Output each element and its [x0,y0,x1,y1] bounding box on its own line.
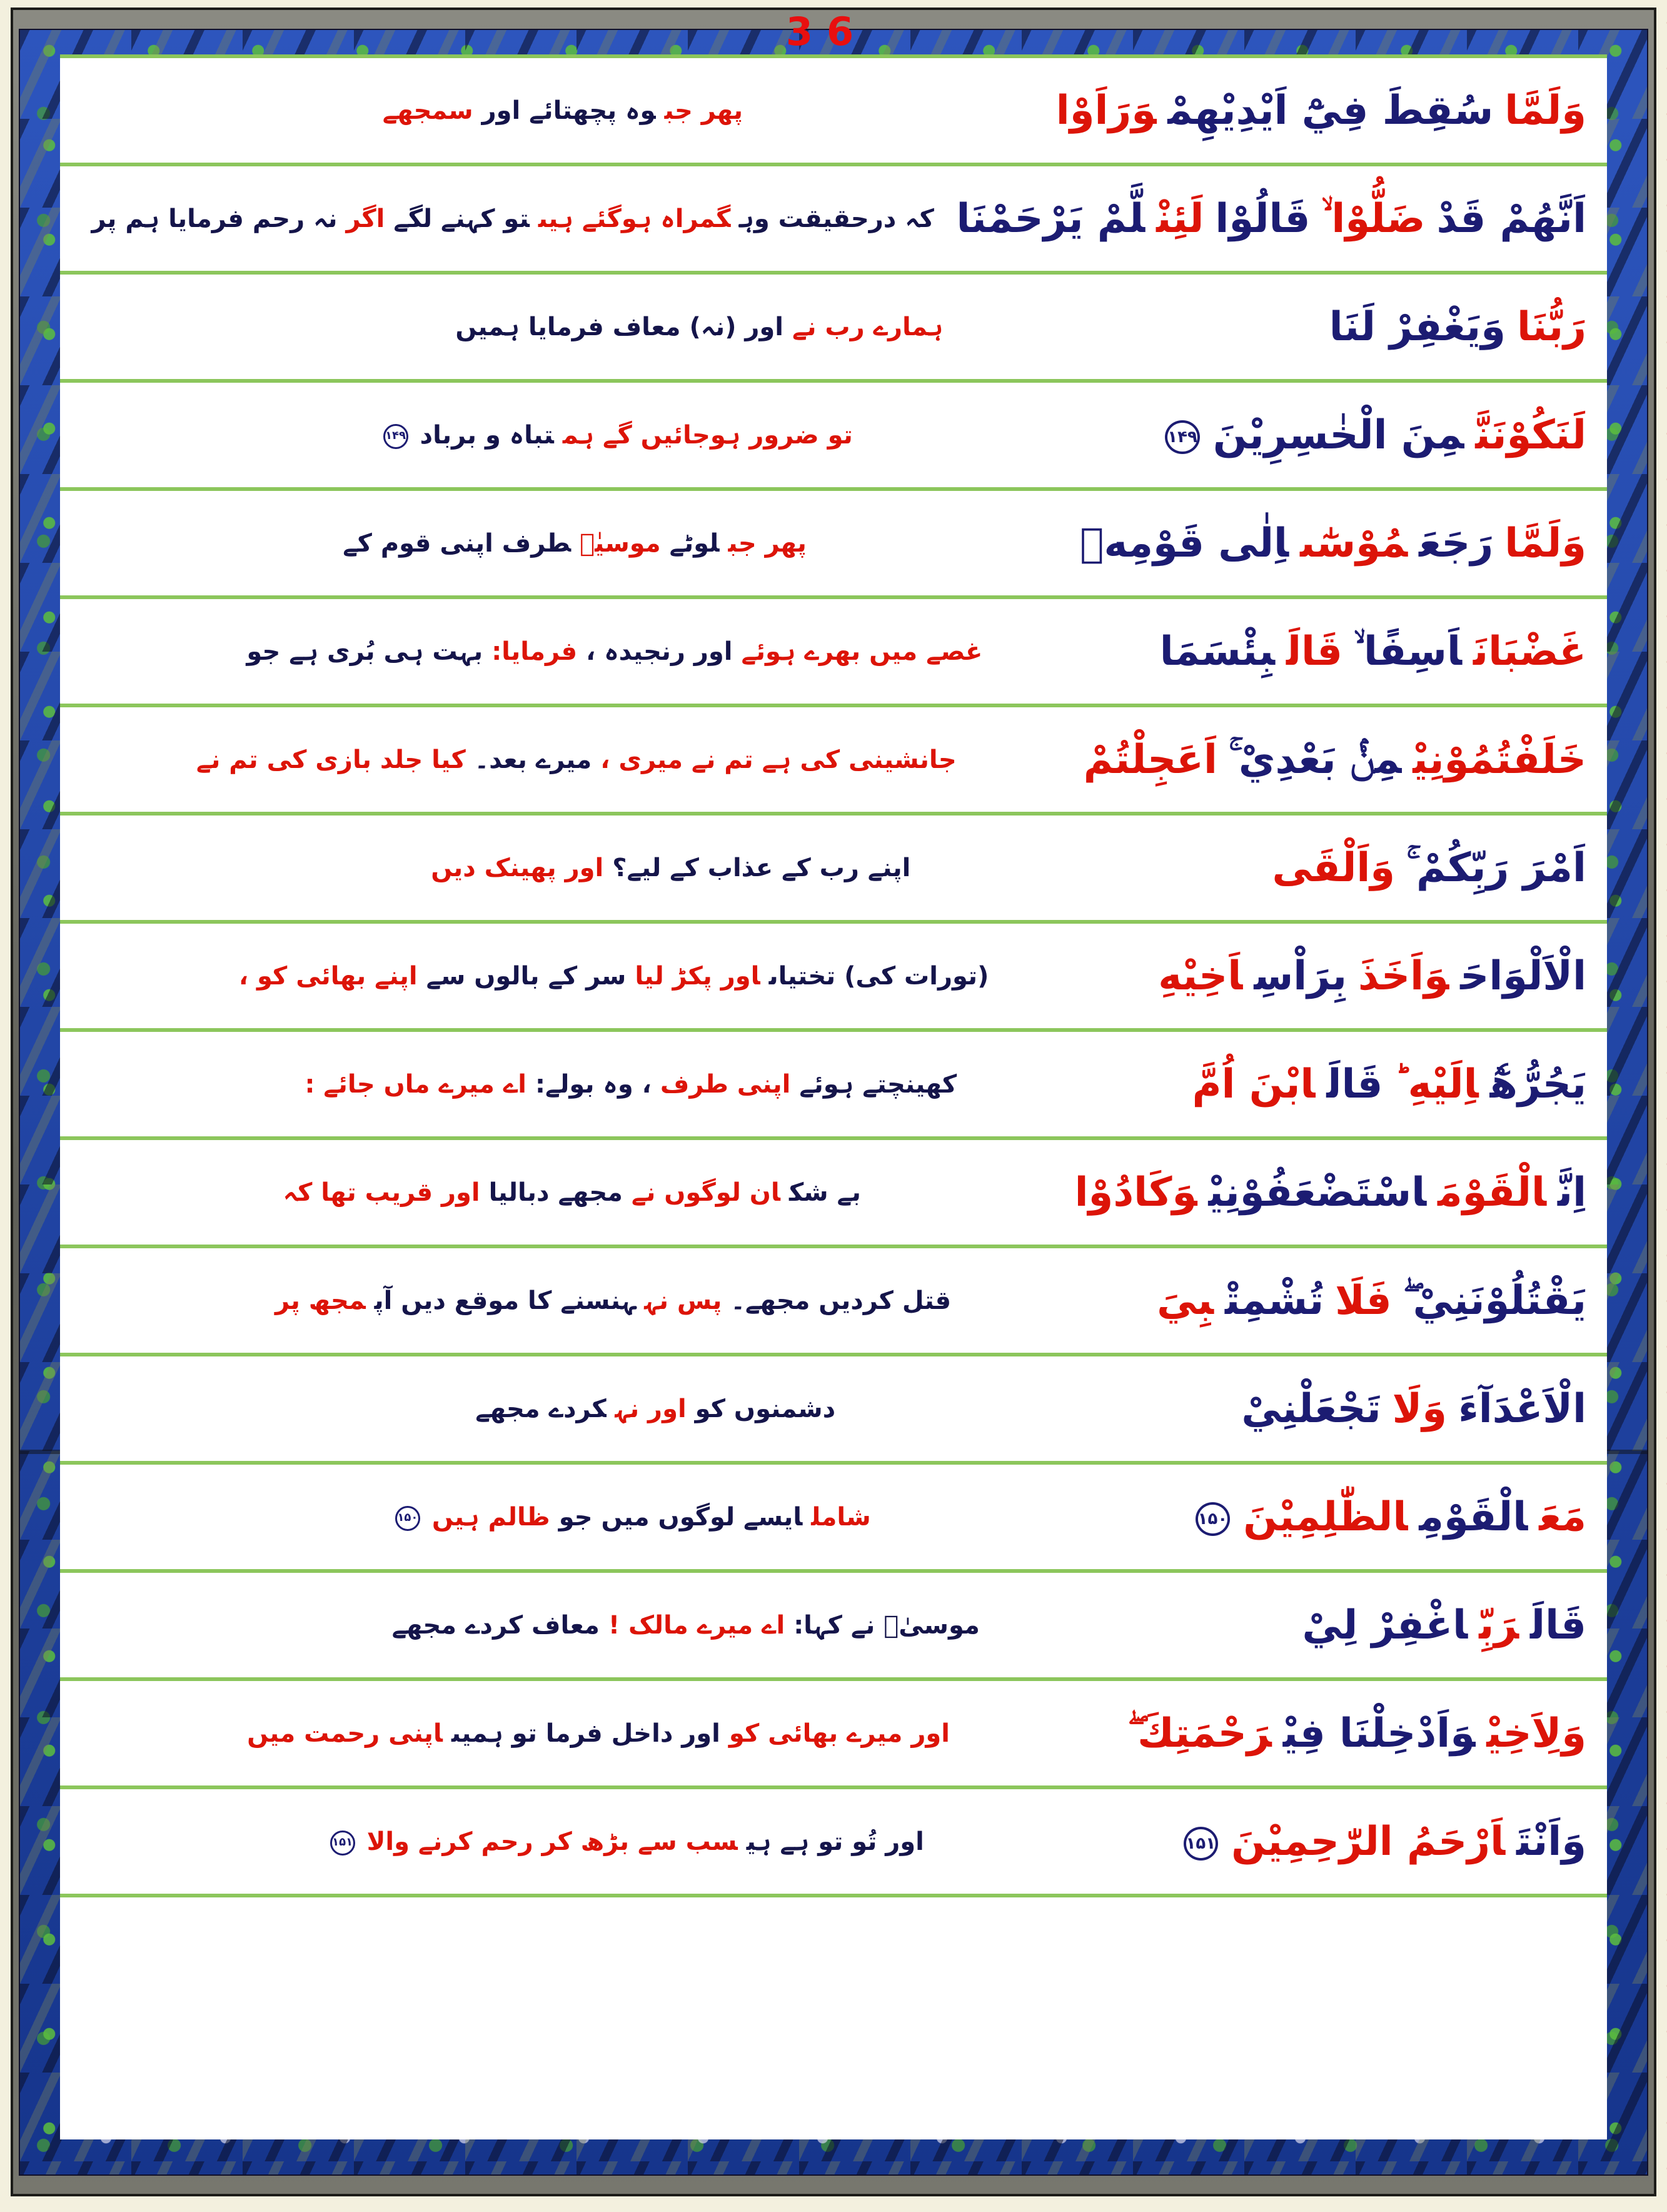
text-segment: تو ضرور ہوجائیں گے ہم [562,420,853,450]
text-segment: بہت ہی بُری ہے جو [246,637,483,666]
arabic-verse-text [1297,1602,1593,1649]
verse-row [60,58,1607,166]
verse-number-badge: ۱۴۹ [1165,420,1200,454]
text-segment: معاف کردے مجھے [391,1610,600,1640]
text-segment: لَّمْ يَرْحَمْنَا [956,195,1146,242]
rows-container [60,58,1607,1897]
arabic-verse-text [1122,1710,1592,1757]
verse-row [60,924,1607,1032]
text-segment: ضَلُّوْا ۙ [1321,195,1426,242]
arabic-verse-text [1078,736,1592,783]
text-segment: پھر جب [728,528,807,558]
text-segment: اور نہ [615,1394,687,1423]
arabic-verse-text [1324,303,1592,350]
text-segment: کہ درحقیقت وہ [739,204,934,233]
text-segment: الظّٰلِمِيْنَ [1243,1493,1408,1540]
verse-row [60,1140,1607,1248]
urdu-translation-text [75,1287,1151,1315]
arabic-verse-text [1074,520,1592,567]
verse-row [60,1573,1607,1681]
urdu-translation-text [75,746,1078,774]
text-segment: جانشینی کی ہے تم نے میری ، [600,745,957,774]
arabic-verse-text [1267,844,1593,891]
text-segment: اپنی رحمت میں [247,1719,443,1748]
urdu-translation-text [75,854,1267,882]
text-segment: وَكَادُوْا [1074,1169,1197,1216]
text-segment: وَاَلْقَى [1272,844,1396,891]
text-segment: وَاَدْخِلْنَا فِيْ [1282,1710,1476,1757]
urdu-translation-text [75,530,1074,557]
arabic-verse-text [1154,628,1592,675]
text-segment: وَلَا [1392,1385,1448,1432]
urdu-translation-text [75,313,1324,341]
text-segment: موسیٰؑ نے کہا: [793,1610,980,1640]
urdu-translation-text [75,205,950,233]
verse-row [60,1356,1607,1465]
text-segment: وَيَغْفِرْ لَنَا [1329,303,1506,350]
text-segment: وَاَنْتَ [1516,1818,1586,1865]
verse-row [60,275,1607,383]
text-segment: اَخِيْهِ [1158,952,1243,999]
verse-row [60,1248,1607,1356]
text-segment: وہ پچھتائے اور [481,96,656,125]
text-segment: اور تُو تو ہے ہی [746,1827,924,1856]
text-segment: وَلَمَّا [1504,87,1586,134]
text-segment: قَالَ [1286,628,1342,675]
text-segment: طرف اپنی قوم کے [343,528,572,558]
verse-row [60,816,1607,924]
urdu-translation-text [75,1503,1188,1531]
text-segment: اِلَيْهِ ؕ [1394,1061,1479,1108]
verse-row [60,1789,1607,1897]
text-segment: اِنَّ [1558,1169,1586,1216]
urdu-translation-text [75,1179,1069,1206]
text-segment: وَرَاَوْا [1055,87,1157,134]
text-segment: فرمایا: [491,637,578,666]
text-segment: تُشْمِتْ [1224,1277,1324,1324]
text-segment: اور داخل فرما تو ہمیں [451,1719,720,1748]
text-segment: اَنَّهُمْ قَدْ [1436,195,1586,242]
text-segment: قَالَ [1530,1602,1586,1649]
border-tile-seam-left [19,1450,60,1454]
text-segment: گمراہ ہوگئے ہیں [538,204,731,233]
verse-number-badge: ۱۵۰ [395,1506,420,1531]
text-segment: ظالم ہیں [431,1502,550,1532]
text-segment: مجھے دبالیا [488,1178,623,1207]
text-segment: سُقِطَ فِيْٓ اَيْدِيْهِمْ [1167,87,1494,134]
text-segment: کردے مجھے [475,1394,607,1423]
text-segment: بِيَ [1157,1277,1214,1324]
text-segment: اَرْحَمُ الرّٰحِمِيْنَ [1231,1818,1506,1865]
text-segment: رَجَعَ [1419,520,1494,567]
verse-number-badge: ۱۵۱ [330,1831,355,1856]
text-segment: اور رنجیدہ ، [586,637,733,666]
text-segment: میرے بعد۔ [474,745,592,774]
text-segment: نہ رحم فرمایا ہم پر [91,204,338,233]
text-segment: مَعَ [1539,1493,1586,1540]
urdu-translation-text [75,1828,1176,1856]
text-segment: سر کے بالوں سے [426,961,627,991]
text-segment: دشمنوں کو [695,1394,836,1423]
text-segment: تو کہنے لگے [393,204,530,233]
text-segment: غصے میں بھرے ہوئے [741,637,983,666]
verse-number-badge: ۱۵۱ [1184,1827,1219,1861]
text-segment: يَجُرُّهٗٓ [1489,1061,1586,1108]
text-segment: لَنَكُوْنَنَّ [1475,412,1586,458]
text-segment: ، وہ بولے: [535,1069,652,1099]
verse-row [60,599,1607,707]
text-segment: لوٹے [669,528,720,558]
verse-row [60,1681,1607,1789]
text-segment: قَالُوْا [1215,195,1311,242]
text-segment: ہنسنے کا موقع دیں آپ [374,1286,636,1315]
text-segment: اَسِفًا ۙ [1353,628,1463,675]
urdu-translation-text [75,1720,1122,1747]
arabic-verse-text [1050,87,1592,134]
text-segment: بِئْسَمَا [1159,628,1275,675]
bottom-whitespace [60,1897,1607,2139]
arabic-verse-text [1188,1493,1592,1540]
page-number: 36 [785,9,868,54]
text-segment: يَقْتُلُوْنَنِيْ ۖ [1403,1277,1586,1324]
text-segment: اگر [346,204,385,233]
verse-row [60,491,1607,599]
text-segment: کیا جلد بازی کی تم نے [196,745,466,774]
text-segment: اپنی طرف [660,1069,791,1099]
text-segment: قَالَ [1326,1061,1383,1108]
text-segment: ابْنَ اُمَّ [1192,1061,1316,1108]
text-segment: ہمارے رب نے [792,312,944,341]
text-segment: فَلَا [1335,1277,1392,1324]
text-segment: الْاَلْوَاحَ [1460,952,1586,999]
text-segment: مجھ پر [274,1286,366,1315]
arabic-verse-text [1157,412,1592,458]
border-tile-seam-right [1607,1450,1648,1454]
arabic-verse-text [1069,1169,1592,1216]
text-segment: اغْفِرْ لِيْ [1302,1602,1468,1649]
page-content [60,54,1607,2139]
text-segment: لَئِنْ [1156,195,1204,242]
urdu-translation-text [75,1395,1236,1423]
text-segment: پس نہ [644,1286,722,1315]
urdu-translation-text [75,962,1152,990]
text-segment: سمجھے [382,96,473,125]
text-segment: مُوْسٰٓى [1300,520,1408,567]
text-segment: (تورات کی) تختیاں [768,961,989,991]
text-segment: تباہ و برباد [420,420,554,450]
text-segment: قتل کردیں مجھے۔ [730,1286,952,1315]
arabic-verse-text [1152,952,1592,999]
text-segment: سب سے بڑھ کر رحم کرنے والا [366,1827,738,1856]
text-segment: رَحْمَتِكَ ۖ [1127,1710,1272,1757]
text-segment: اور پکڑ لیا [635,961,760,991]
text-segment: اَعَجِلْتُمْ [1083,736,1217,783]
urdu-translation-text [75,638,1154,665]
text-segment: اور میرے بھائی کو [728,1719,950,1748]
text-segment: رَبُّنَا [1516,303,1586,350]
verse-row [60,707,1607,816]
text-segment: پھر جب [664,96,743,125]
text-segment: اور (نہ) معاف فرمایا ہمیں [455,312,784,341]
text-segment: اسْتَضْعَفُوْنِيْ [1208,1169,1427,1216]
arabic-verse-text [1187,1061,1592,1108]
text-segment: الْقَوْمِ [1419,1493,1528,1540]
text-segment: اپنے بھائی کو ، [238,961,418,991]
urdu-translation-text [75,1612,1297,1639]
text-segment: ایسے لوگوں میں جو [558,1502,803,1532]
verse-row [60,1032,1607,1140]
text-segment: بے شک [788,1178,861,1207]
text-segment: تَجْعَلْنِيْ [1241,1385,1381,1432]
text-segment: اے میرے مالک ! [608,1610,785,1640]
verse-number-badge: ۱۴۹ [383,424,408,449]
verse-row [60,1465,1607,1573]
text-segment: موسیٰؑ [580,528,661,558]
text-segment: غَضْبَانَ [1473,628,1586,675]
urdu-translation-text [75,422,1157,449]
text-segment: اور قریب تھا کہ [283,1178,480,1207]
text-segment: خَلَفْتُمُوْنِيْ [1413,736,1586,783]
text-segment: اور پھینک دیں [431,853,604,882]
text-segment: مِنَ الْخٰسِرِيْنَ [1212,412,1464,458]
text-segment: الْقَوْمَ [1438,1169,1547,1216]
text-segment: وَلِاَخِيْ [1486,1710,1586,1757]
verse-row [60,166,1607,275]
text-segment: وَاَخَذَ [1358,952,1449,999]
text-segment: اَمْرَ رَبِّكُمْ ۚ [1406,844,1586,891]
text-segment: وَلَمَّا [1504,520,1586,567]
text-segment: اِلٰى قَوْمِهٖ [1080,520,1289,567]
urdu-translation-text [75,97,1050,124]
arabic-verse-text [950,195,1592,242]
text-segment: بِرَاْسِ [1254,952,1347,999]
arabic-verse-text [1176,1818,1592,1865]
text-segment: کھینچتے ہوئے [799,1069,957,1099]
arabic-verse-text [1236,1385,1592,1432]
urdu-translation-text [75,1071,1187,1098]
text-segment: ان لوگوں نے [631,1178,780,1207]
text-segment: الْاَعْدَآءَ [1458,1385,1586,1432]
text-segment: شامل [811,1502,871,1532]
text-segment: اپنے رب کے عذاب کے لیے؟ [612,853,911,882]
text-segment: مِنْۢ بَعْدِيْ ۚ [1228,736,1402,783]
text-segment: اے میرے ماں جائے : [305,1069,526,1099]
text-segment: رَبِّ [1479,1602,1519,1649]
verse-row [60,383,1607,491]
verse-number-badge: ۱۵۰ [1196,1502,1231,1536]
arabic-verse-text [1151,1277,1592,1324]
